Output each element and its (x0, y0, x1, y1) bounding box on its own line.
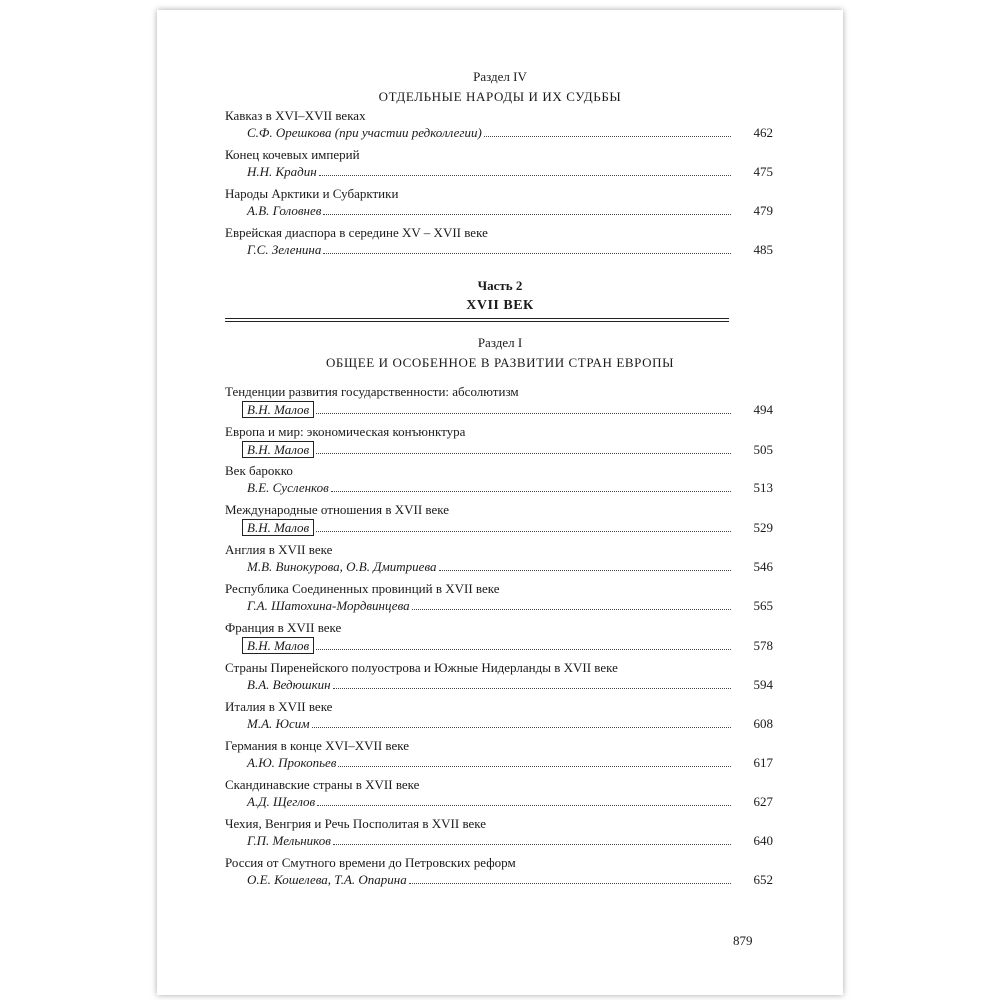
toc-entry[interactable] (225, 424, 773, 460)
dot-leader (319, 164, 731, 176)
entry-page: 494 (753, 402, 773, 417)
entry-page: 546 (753, 559, 773, 574)
dot-leader (316, 520, 731, 532)
entry-author: Г.С. Зеленина (247, 242, 322, 257)
entry-author: В.А. Ведюшкин (247, 677, 331, 692)
entry-title: Чехия, Венгрия и Речь Посполитая в XVII веке (225, 816, 487, 831)
dot-leader (317, 794, 731, 806)
entry-page: 485 (753, 242, 773, 257)
dot-leader (323, 203, 731, 215)
dot-leader (409, 872, 731, 884)
toc-entry[interactable] (225, 699, 773, 735)
entry-author: А.Ю. Прокопьев (247, 755, 337, 770)
entry-title: Кавказ в XVI–XVII веках (225, 108, 366, 123)
dot-leader (316, 402, 731, 414)
entry-title: Еврейская диаспора в середине XV – XVII веке (225, 225, 488, 240)
entry-page: 479 (753, 203, 773, 218)
entry-author: В.Н. Малов (242, 401, 314, 418)
dot-leader (312, 716, 731, 728)
entry-title: Италия в XVII веке (225, 699, 333, 714)
dot-leader (333, 677, 731, 689)
dot-leader (323, 242, 731, 254)
entry-author: О.Е. Кошелева, Т.А. Опарина (247, 872, 407, 887)
toc-entry[interactable] (225, 225, 773, 261)
toc-entry[interactable] (225, 855, 773, 891)
entry-author: Г.П. Мельников (247, 833, 331, 848)
entry-title: Скандинавские страны в XVII веке (225, 777, 420, 792)
dot-leader (316, 442, 731, 454)
entry-title: Тенденции развития государственности: абсолютизм (225, 384, 519, 399)
toc-entry[interactable] (225, 738, 773, 774)
entry-title: Страны Пиренейского полуострова и Южные Нидерланды в XVII веке (225, 660, 618, 675)
entry-title: Европа и мир: экономическая конъюнктура (225, 424, 466, 439)
entry-page: 594 (753, 677, 773, 692)
toc-entry[interactable] (225, 463, 773, 499)
entry-title: Конец кочевых империй (225, 147, 360, 162)
section-i-label: Раздел I (477, 335, 523, 350)
toc-entry[interactable] (225, 108, 773, 144)
toc-entry[interactable] (225, 186, 773, 222)
entry-page: 462 (753, 125, 773, 140)
entry-page: 652 (753, 872, 773, 887)
entry-page: 617 (753, 755, 773, 770)
toc-entry[interactable] (225, 147, 773, 183)
dot-leader (338, 755, 731, 767)
toc-entry[interactable] (225, 620, 773, 656)
entry-page: 529 (753, 520, 773, 535)
entry-page: 505 (753, 442, 773, 457)
toc-entry[interactable] (225, 777, 773, 813)
entry-author: М.А. Юсим (247, 716, 310, 731)
toc-entry[interactable] (225, 581, 773, 617)
entry-title: Германия в конце XVI–XVII веке (225, 738, 410, 753)
entry-author: В.Н. Малов (242, 441, 314, 458)
dot-leader (484, 125, 731, 137)
entry-author: Г.А. Шатохина-Мордвинцева (247, 598, 410, 613)
dot-leader (439, 559, 731, 571)
entry-author: А.Д. Щеглов (247, 794, 316, 809)
toc-entry[interactable] (225, 542, 773, 578)
toc-entry[interactable] (225, 660, 773, 696)
page-number: 879 (733, 933, 753, 948)
entry-author: В.Е. Сусленков (247, 480, 329, 495)
entry-title: Век барокко (225, 463, 293, 478)
entry-title: Республика Соединенных провинций в XVII веке (225, 581, 500, 596)
toc-entry[interactable] (225, 384, 773, 420)
divider (225, 318, 729, 319)
part-title: XVII ВЕК (466, 298, 534, 313)
section-iv-title: ОТДЕЛЬНЫЕ НАРОДЫ И ИХ СУДЬБЫ (378, 89, 622, 104)
entry-author: Н.Н. Крадин (247, 164, 317, 179)
document-page (157, 10, 843, 995)
entry-author: В.Н. Малов (242, 637, 314, 654)
entry-title: Россия от Смутного времени до Петровских реформ (225, 855, 516, 870)
entry-title: Франция в XVII веке (225, 620, 342, 635)
section-i-title: ОБЩЕЕ И ОСОБЕННОЕ В РАЗВИТИИ СТРАН ЕВРОПЫ (325, 355, 675, 370)
entry-author: А.В. Головнев (247, 203, 322, 218)
entry-page: 608 (753, 716, 773, 731)
entry-title: Народы Арктики и Субарктики (225, 186, 399, 201)
entry-page: 565 (753, 598, 773, 613)
toc-entry[interactable] (225, 502, 773, 538)
dot-leader (316, 638, 731, 650)
entry-author: С.Ф. Орешкова (при участии редколлегии) (247, 125, 482, 140)
entry-title: Международные отношения в XVII веке (225, 502, 449, 517)
divider (225, 321, 729, 322)
part-label: Часть 2 (477, 278, 523, 293)
dot-leader (331, 480, 731, 492)
dot-leader (333, 833, 731, 845)
toc-entry[interactable] (225, 816, 773, 852)
entry-page: 513 (753, 480, 773, 495)
entry-title: Англия в XVII веке (225, 542, 333, 557)
entry-page: 475 (753, 164, 773, 179)
dot-leader (412, 598, 731, 610)
entry-page: 578 (753, 638, 773, 653)
entry-page: 627 (753, 794, 773, 809)
entry-author: В.Н. Малов (242, 519, 314, 536)
section-iv-label: Раздел IV (473, 69, 527, 84)
entry-page: 640 (753, 833, 773, 848)
entry-author: М.В. Винокурова, О.В. Дмитриева (247, 559, 437, 574)
